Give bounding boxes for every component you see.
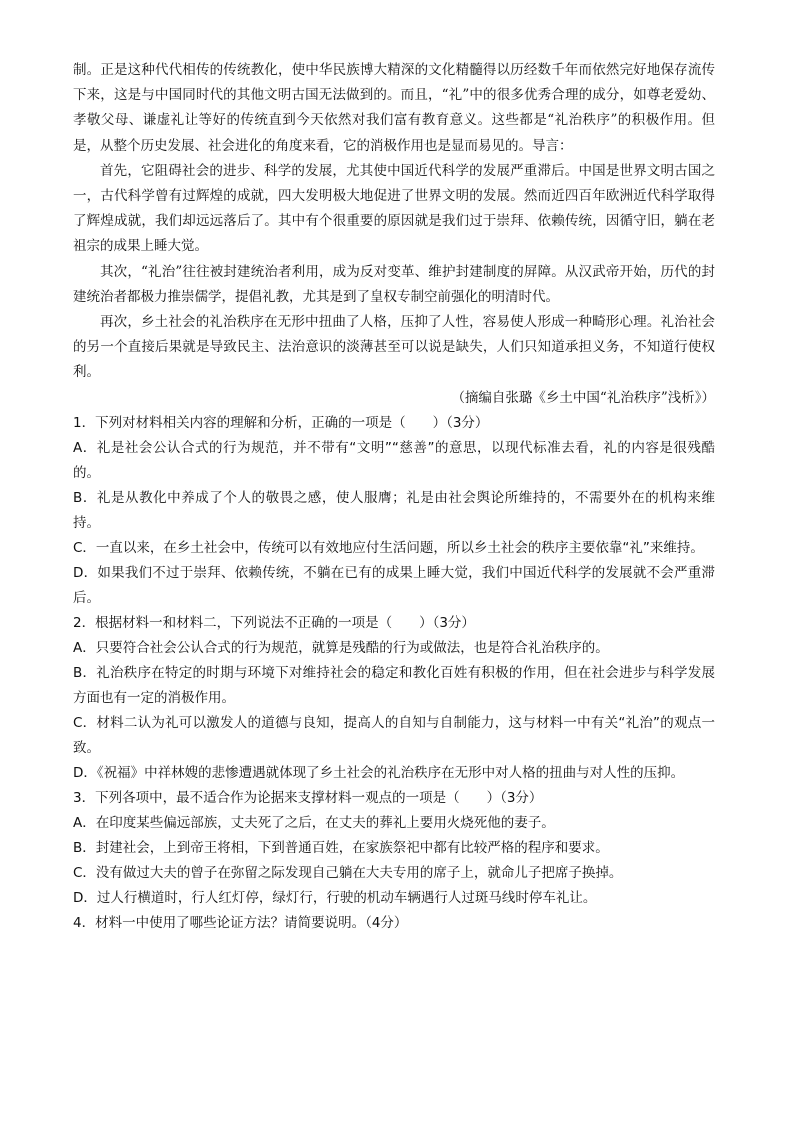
option-d: D．过人行横道时，行人红灯停，绿灯行，行驶的机动车辆遇行人过斑马线时停车礼让。 xyxy=(73,890,597,906)
question-stem: 3．下列各项中，最不适合作为论据来支撑材料一观点的一项是（ ）（3分） xyxy=(73,790,543,806)
question-2 xyxy=(73,611,715,786)
option-a: A．礼是社会公认合式的行为规范，并不带有“文明”“慈善”的意思，以现代标准去看，礼的内容是很残酷的。 xyxy=(73,440,715,481)
question-list xyxy=(73,411,715,936)
option-d: D．《祝福》中祥林嫂的悲惨遭遇就体现了乡土社会的礼治秩序在无形中对人格的扭曲与对人性的压抑。 xyxy=(73,765,685,781)
option-a: A．在印度某些偏远部族，丈夫死了之后，在丈夫的葬礼上要用火烧死他的妻子。 xyxy=(73,815,555,831)
question-stem: 2．根据材料一和材料二，下列说法不正确的一项是（ ）（3分） xyxy=(73,615,475,631)
question-1 xyxy=(73,411,715,611)
passage-paragraph-1: 制。正是这种代代相传的传统教化，使中华民族博大精深的文化精髓得以历经数千年而依然完好地保存流传下来，这是与中国同时代的其他文明古国无法做到的。而且，“礼”中的很多优秀合理的成分，如尊老爱幼、孝敬父母、谦虚礼让等好的传统直到今天依然对我们富有教育意义。这些都是“礼治秩序”的积极作用。但是，从整个历史发展、社会进化的角度来看，它的消极作用也是显而易见的。导言： xyxy=(73,62,715,154)
option-c: C．没有做过大夫的曾子在弥留之际发现自己躺在大夫专用的席子上，就命儿子把席子换掉。 xyxy=(73,865,623,881)
option-d: D．如果我们不过于崇拜、依赖传统，不躺在已有的成果上睡大觉，我们中国近代科学的发展就不会严重滞后。 xyxy=(73,565,715,606)
reading-passage xyxy=(73,58,715,411)
passage-source: （摘编自张璐《乡土中国“礼治秩序”浅析》） xyxy=(451,389,715,406)
question-stem: 1．下列对材料相关内容的理解和分析，正确的一项是（ ）（3分） xyxy=(73,415,489,431)
passage-paragraph-2: 首先，它阻碍社会的进步、科学的发展，尤其使中国近代科学的发展严重滞后。中国是世界文明古国之一，古代科学曾有过辉煌的成就，四大发明极大地促进了世界文明的发展。然而近四百年欧洲近代科学取得了辉煌成就，我们却远远落后了。其中有个很重要的原因就是我们过于崇拜、依赖传统，因循守旧，躺在老祖宗的成果上睡大觉。 xyxy=(73,162,715,255)
question-3 xyxy=(73,786,715,911)
question-stem: 4．材料一中使用了哪些论证方法？请简要说明。（4分） xyxy=(73,915,408,931)
question-4 xyxy=(73,911,715,936)
option-c: C．材料二认为礼可以激发人的道德与良知，提高人的自知与自制能力，这与材料一中有关“礼治”的观点一致。 xyxy=(73,715,715,756)
option-c: C．一直以来，在乡土社会中，传统可以有效地应付生活问题，所以乡土社会的秩序主要依靠“礼”来维持。 xyxy=(73,540,704,556)
passage-paragraph-4: 再次，乡土社会的礼治秩序在无形中扭曲了人格，压抑了人性，容易使人形成一种畸形心理。礼治社会的另一个直接后果就是导致民主、法治意识的淡薄甚至可以说是缺失，人们只知道承担义务，不知道行使权利。 xyxy=(73,314,715,381)
option-b: B．礼是从教化中养成了个人的敬畏之感，使人服膺；礼是由社会舆论所维持的，不需要外在的机构来维持。 xyxy=(73,490,715,531)
option-b: B．封建社会，上到帝王将相，下到普通百姓，在家族祭祀中都有比较严格的程序和要求。 xyxy=(73,840,609,856)
passage-paragraph-3: 其次，“礼治”往往被封建统治者利用，成为反对变革、维护封建制度的屏障。从汉武帝开始，历代的封建统治者都极力推崇儒学，提倡礼教，尤其是到了皇权专制空前强化的明清时代。 xyxy=(73,263,715,305)
option-a: A．只要符合社会公认合式的行为规范，就算是残酷的行为或做法，也是符合礼治秩序的。 xyxy=(73,640,609,656)
option-b: B．礼治秩序在特定的时期与环境下对维持社会的稳定和教化百姓有积极的作用，但在社会进步与科学发展方面也有一定的消极作用。 xyxy=(73,665,715,706)
